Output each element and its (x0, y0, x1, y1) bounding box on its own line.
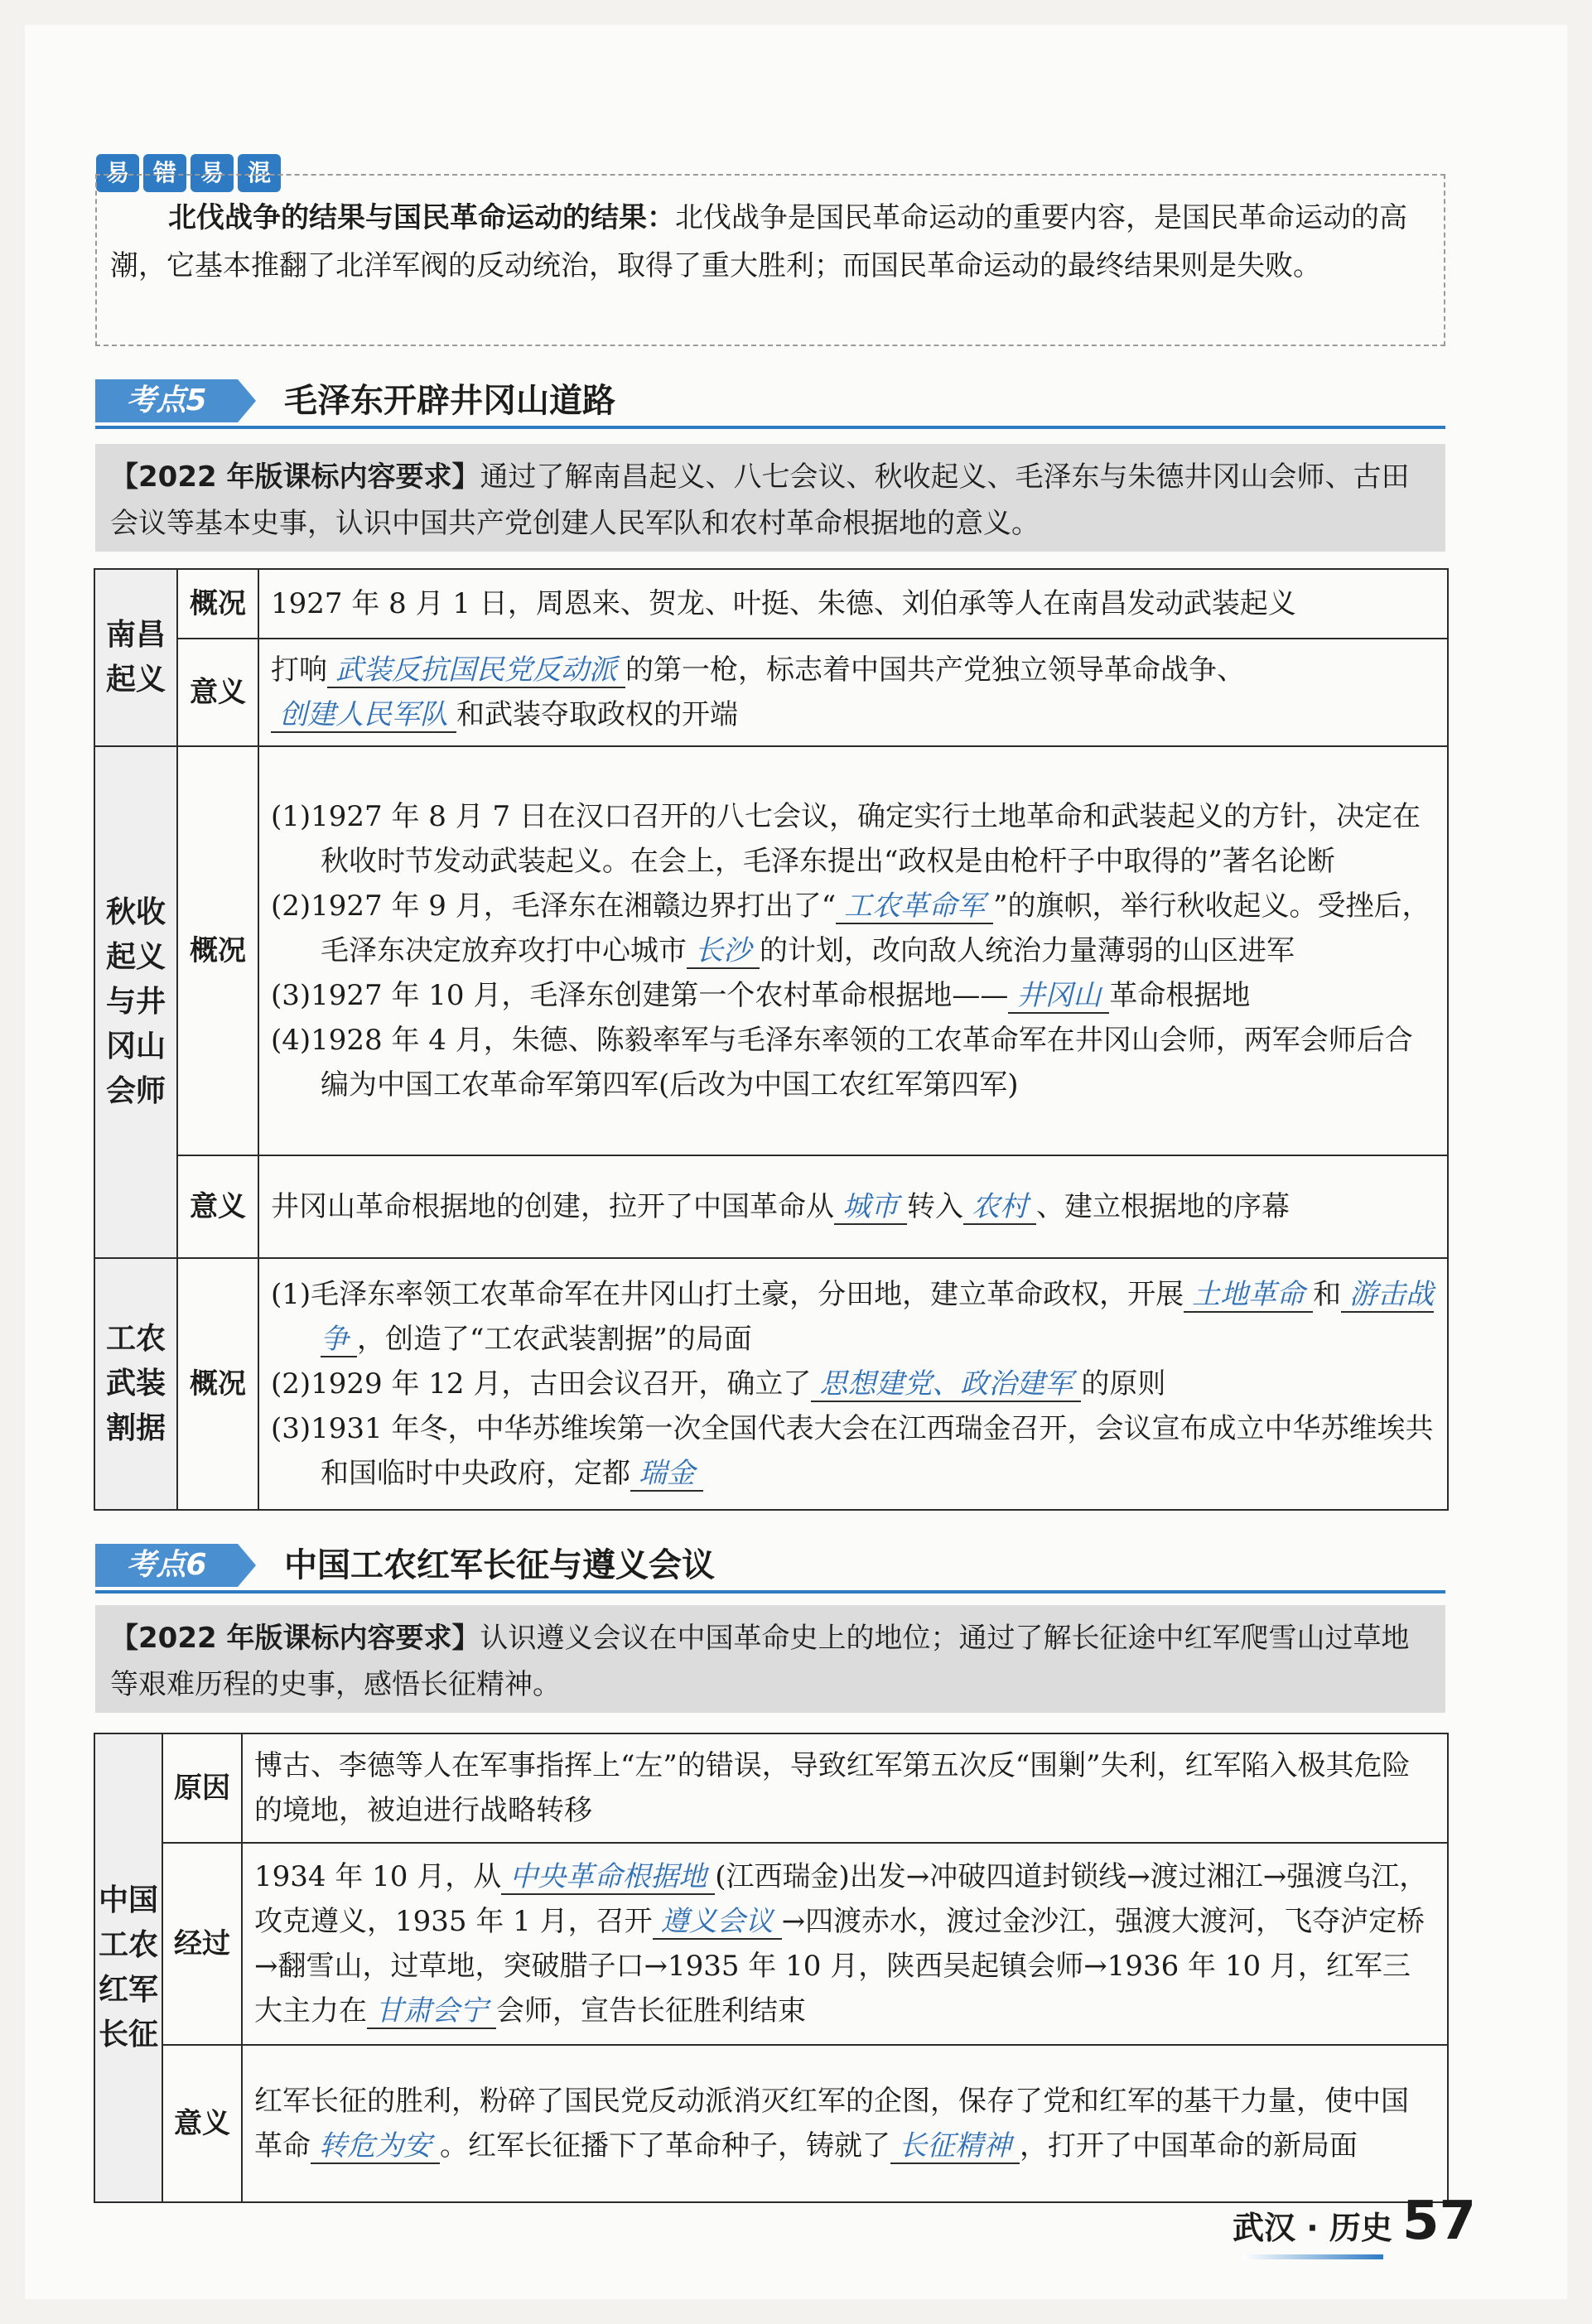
label-gaikuang: 概况 (177, 746, 258, 1155)
label-gaikuang: 概况 (177, 569, 258, 639)
answer-blank: 游击战争 (321, 1278, 1435, 1356)
footer-subject: 武汉 · 历史 (1233, 2210, 1392, 2246)
answer-blank: 井冈山 (1008, 979, 1109, 1014)
label-yiyi: 意义 (162, 2045, 242, 2202)
section-badge: 考点5 (95, 379, 238, 422)
answer-blank: 武装反抗国民党反动派 (327, 653, 625, 688)
changzheng-jingguo: 1934 年 10 月，从 中央革命根据地 (江西瑞金)出发→冲破四道封锁线→渡过湘江→强渡乌江，攻克遵义，1935 年 1 月，召开 遵义会议 →四渡赤水，渡过金沙江，强渡大渡河，飞夺泸定桥→翻雪山，过草地，突破腊子口→1935 年 10 月，陕西吴起镇会师→1936 年 10 月，红军三大主力在 甘肃会宁 会师，宣告长征胜利结束 (242, 1843, 1448, 2045)
section-title: 中国工农红军长征与遵义会议 (284, 1546, 715, 1584)
gegju-gaikuang (258, 1258, 1448, 1510)
answer-blank: 转危为安 (311, 2129, 440, 2164)
page-number: 57 (1401, 2191, 1476, 2252)
requirement-text: 认识遵义会议在中国革命史上的地位；通过了解长征途中红军爬雪山过草地等艰难历程的史事，感悟长征精神。 (110, 1622, 1410, 1701)
answer-blank: 农村 (963, 1190, 1036, 1225)
tip-tag: 易 (191, 154, 234, 192)
label-yiyi: 意义 (177, 1155, 258, 1258)
answer-blank: 长征精神 (890, 2129, 1020, 2164)
nanchang-yiyi: 打响 武装反抗国民党反动派 的第一枪，标志着中国共产党独立领导革命战争、 创建人民军队 和武装夺取政权的开端 (258, 639, 1448, 746)
table-kaodian-6 (94, 1733, 1449, 2203)
list-item: (1)毛泽东率领工农革命军在井冈山打土豪，分田地，建立革命政权，开展 土地革命 和 游击战争 ，创造了“工农武装割据”的局面 (271, 1278, 1435, 1356)
requirement-text: 通过了解南昌起义、八七会议、秋收起义、毛泽东与朱德井冈山会师、古田会议等基本史事，认识中国共产党创建人民军队和农村革命根据地的意义。 (110, 460, 1410, 540)
tip-body: 北伐战争是国民革命运动的重要内容，是国民革命运动的高潮，它基本推翻了北洋军阀的反动统治，取得了重大胜利；而国民革命运动的最终结果则是失败。 (110, 201, 1407, 282)
footer-underline (1242, 2254, 1383, 2259)
qiushou-yiyi: 井冈山革命根据地的创建，拉开了中国革命从 城市 转入 农村 、建立根据地的序幕 (258, 1155, 1448, 1258)
changzheng-yiyi: 红军长征的胜利，粉碎了国民党反动派消灭红军的企图，保存了党和红军的基干力量，使中国革命 转危为安 。红军长征播下了革命种子，铸就了 长征精神 ，打开了中国革命的新局面 (242, 2045, 1448, 2202)
tip-tag: 错 (143, 154, 186, 192)
answer-blank: 创建人民军队 (271, 698, 456, 733)
label-yiyi: 意义 (177, 639, 258, 746)
list-item: (3)1927 年 10 月，毛泽东创建第一个农村革命根据地—— 井冈山 革命根据地 (271, 979, 1251, 1012)
answer-blank: 遵义会议 (653, 1905, 782, 1940)
page-footer (1233, 2191, 1476, 2252)
tip-tag: 混 (238, 154, 281, 192)
row-head-gegju: 工农武装割据 (94, 1258, 177, 1510)
answer-blank: 土地革命 (1184, 1278, 1313, 1313)
label-jingguo: 经过 (162, 1843, 242, 2045)
section-badge: 考点6 (95, 1544, 238, 1587)
tip-box (95, 174, 1445, 346)
section-title: 毛泽东开辟井冈山道路 (284, 382, 615, 420)
qiushou-gaikuang (258, 746, 1448, 1155)
table-kaodian-5 (94, 568, 1449, 1511)
tip-lead: 北伐战争的结果与国民革命运动的结果： (168, 201, 675, 234)
list-item: (3)1931 年冬，中华苏维埃第一次全国代表大会在江西瑞金召开，会议宣布成立中华苏维埃共和国临时中央政府，定都 瑞金 (271, 1412, 1434, 1490)
changzheng-yuanyin: 博古、李德等人在军事指挥上“左”的错误，导致红军第五次反“围剿”失利，红军陷入极其危险的境地，被迫进行战略转移 (242, 1733, 1448, 1843)
row-head-qiushou: 秋收起义与井冈山会师 (94, 746, 177, 1258)
list-item: (1)1927 年 8 月 7 日在汉口召开的八七会议，确定实行土地革命和武装起义的方针，决定在秋收时节发动武装起义。在会上，毛泽东提出“政权是由枪杆子中取得的”著名论断 (271, 800, 1421, 878)
label-yuanyin: 原因 (162, 1733, 242, 1843)
section-header-6 (95, 1539, 1445, 1594)
list-item: (4)1928 年 4 月，朱德、陈毅率军与毛泽东率领的工农革命军在井冈山会师，两军会师后合编为中国工农革命军第四军(后改为中国工农红军第四军) (271, 1024, 1413, 1102)
answer-blank: 城市 (834, 1190, 907, 1225)
requirement-label: 【2022 年版课标内容要求】 (110, 460, 480, 494)
label-gaikuang: 概况 (177, 1258, 258, 1510)
list-item: (2)1929 年 12 月，古田会议召开，确立了 思想建党、政治建军 的原则 (271, 1367, 1166, 1401)
answer-blank: 思想建党、政治建军 (811, 1367, 1081, 1402)
tip-tag: 易 (96, 154, 139, 192)
requirement-box-6 (95, 1605, 1445, 1713)
section-header-5 (95, 374, 1445, 429)
answer-blank: 甘肃会宁 (367, 1994, 496, 2029)
row-head-changzheng: 中国工农红军长征 (94, 1733, 162, 2202)
requirement-box-5 (95, 444, 1445, 552)
row-head-nanchang: 南昌起义 (94, 569, 177, 746)
answer-blank: 工农革命军 (836, 890, 993, 924)
requirement-label: 【2022 年版课标内容要求】 (110, 1622, 480, 1655)
answer-blank: 长沙 (687, 934, 760, 969)
list-item: (2)1927 年 9 月，毛泽东在湘赣边界打出了“ 工农革命军 ”的旗帜，举行秋收起义。受挫后，毛泽东决定放弃攻打中心城市 长沙 的计划，改向敌人统治力量薄弱的山区进军 (271, 890, 1430, 967)
answer-blank: 瑞金 (630, 1457, 703, 1492)
nanchang-gaikuang: 1927 年 8 月 1 日，周恩来、贺龙、叶挺、朱德、刘伯承等人在南昌发动武装起义 (258, 569, 1448, 639)
answer-blank: 中央革命根据地 (501, 1860, 715, 1895)
